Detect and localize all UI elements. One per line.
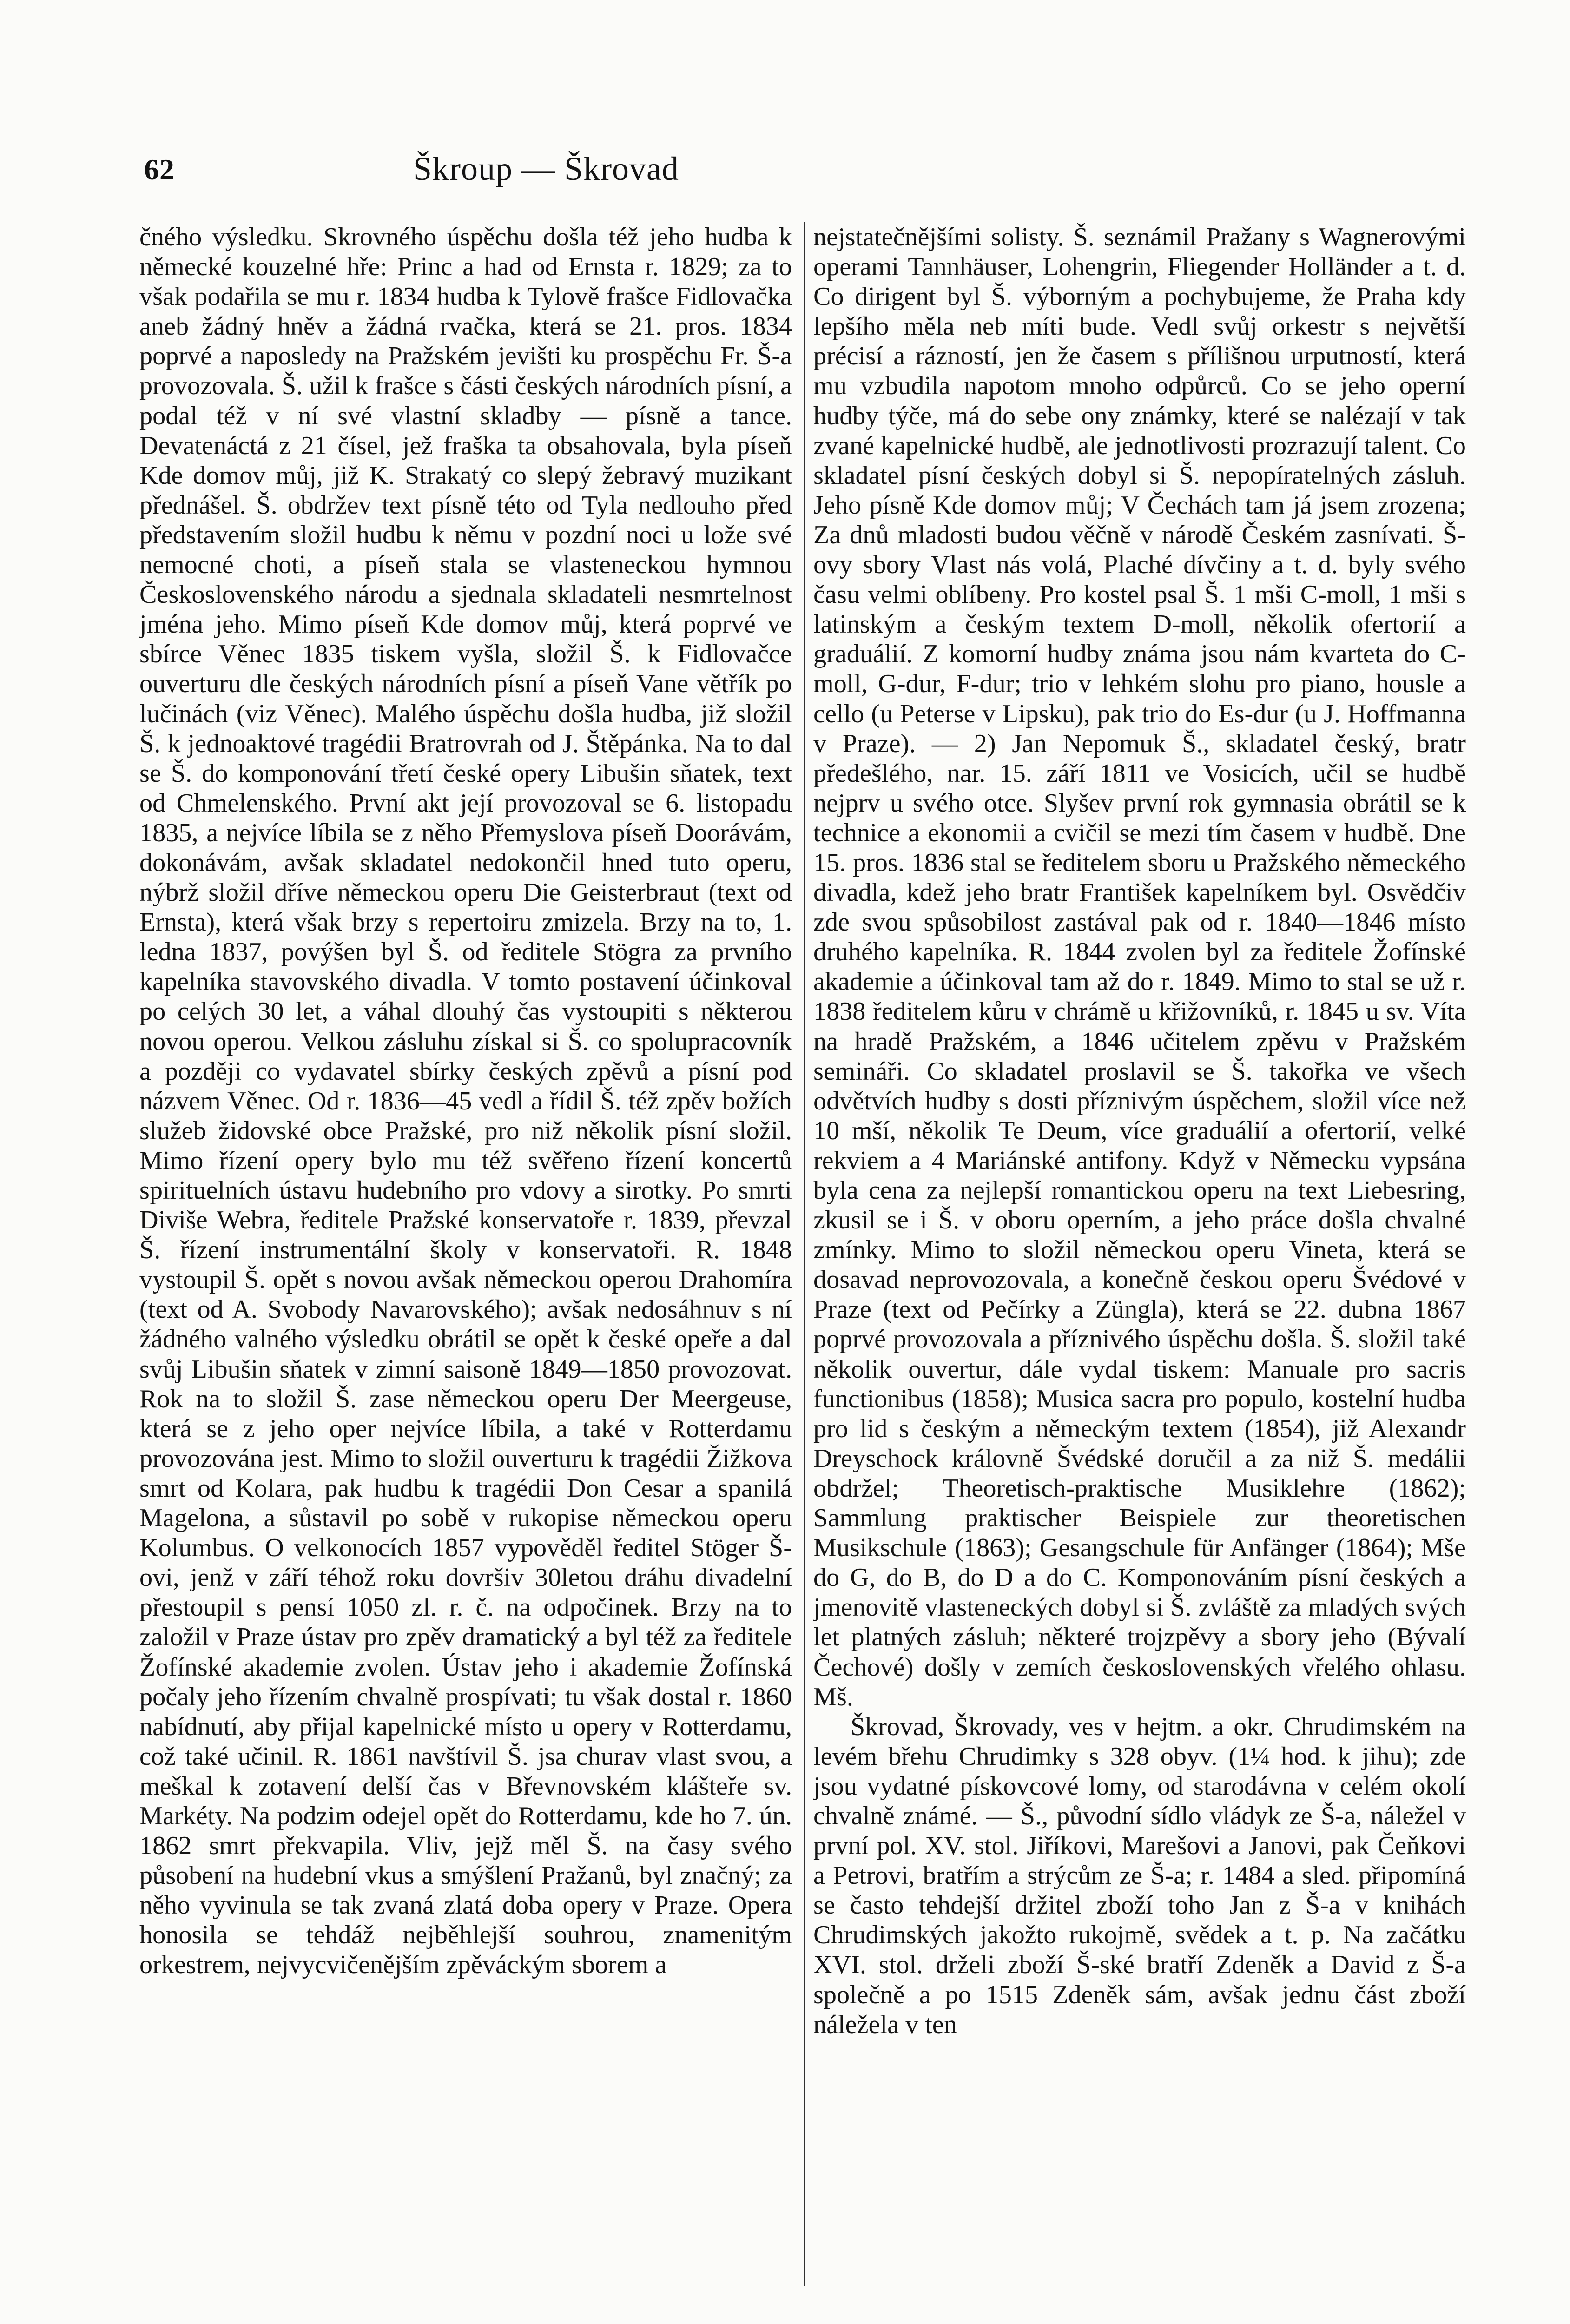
- page-header: [144, 139, 948, 191]
- running-head: Škroup — Škrovad: [413, 150, 679, 187]
- page-number: 62: [144, 153, 175, 186]
- right-column: [813, 222, 1466, 2286]
- entry-paragraph: nejstatečnějšími solisty. Š. seznámil Pražany s Wagnerovými operami Tannhäuser, Lohengrin, Fliegender Holländer a t. d. Co dirigent byl Š. výborným a pochybujeme, že Praha kdy lepšího měla neb míti bude. Vedl svůj orkestr s největší précisí a rázností, jen že časem s přílišnou urputností, která mu vzbudila napotom mnoho odpůrců. Co se jeho operní hudby týče, má do sebe ony známky, které se nalézají v tak zvané kapelnické hudbě, ale jednotlivosti prozrazují talent. Co skladatel písní českých dobyl si Š. nepopíratelných zásluh. Jeho písně Kde domov můj; V Čechách tam já jsem zrozena; Za dnů mladosti budou věčně v národě Českém zasnívati. Š-ovy sbory Vlast nás volá, Plaché dívčiny a t. d. byly svého času velmi oblíbeny. Pro kostel psal Š. 1 mši C-moll, 1 mši s latinským a českým textem D-moll, několik ofertorií a graduálií. Z komorní hudby známa jsou nám kvarteta do C-moll, G-dur, F-dur; trio v lehkém slohu pro piano, housle a cello (u Peterse v Lipsku), pak trio do Es-dur (u J. Hoffmanna v Praze). — 2) Jan Nepomuk Š., skladatel český, bratr předešlého, nar. 15. září 1811 ve Vosicích, učil se hudbě nejprv u svého otce. Slyšev první rok gymnasia obrátil se k technice a ekonomii a cvičil se mezi tím časem v hudbě. Dne 15. pros. 1836 stal se ředitelem sboru u Pražského německého divadla, kdež jeho bratr František kapelníkem byl. Osvědčiv zde svou spůsobilost zastával pak od r. 1840—1846 místo druhého kapelníka. R. 1844 zvolen byl za ředitele Žofínské akademie a účinkoval tam až do r. 1849. Mimo to stal se už r. 1838 ředitelem kůru v chrámě u křižovníků, r. 1845 u sv. Víta na hradě Pražském, a 1846 učitelem zpěvu v Pražském semináři. Co skladatel proslavil se Š. takořka ve všech odvětvích hudby s dosti příznivým úspěchem, složil více než 10 mší, několik Te Deum, více graduálií a ofertorií, velké rekviem a 4 Mariánské antifony. Když v Německu vypsána byla cena za nejlepší romantickou operu na text Liebesring, zkusil se i Š. v oboru operním, a jeho práce došla chvalné zmínky. Mimo to složil německou operu Vineta, která se dosavad neprovozovala, a konečně českou operu Švédové v Praze (text od Pečírky a Züngla), která se 22. dubna 1867 poprvé provozovala a příznivého úspěchu došla. Š. složil také několik ouvertur, dále vydal tiskem: Manuale pro sacris functionibus (1858); Musica sacra pro populo, kostelní hudba pro lid s českým a německým textem (1854), již Alexandr Dreyschock královně Švédské doručil a za niž Š. medálii obdržel; Theoretisch-praktische Musiklehre (1862); Sammlung praktischer Beispiele zur theoretischen Musikschule (1863); Gesangschule für Anfänger (1864); Mše do G, do B, do D a do C. Komponováním písní českých a jmenovitě vlasteneckých dobyl si Š. zvláště za mladých svých let platných zásluh; některé trojzpěvy a sbory jeho (Bývalí Čechové) došly v zemích československých vřelého ohlasu. Mš.: [813, 223, 1466, 1711]
- entry-paragraph-skrovad: Škrovad, Škrovady, ves v hejtm. a okr. Chrudimském na levém břehu Chrudimky s 328 obyv. (1¼ hod. k jihu); zde jsou vydatné pískovcové lomy, od starodávna v celém okolí chvalně známé. — Š., původní sídlo vládyk ze Š-a, náležel v první pol. XV. stol. Jiříkovi, Marešovi a Janovi, pak Čeňkovi a Petrovi, bratřím a strýcům ze Š-a; r. 1484 a sled. připomíná se často tehdejší držitel zboží toho Jan z Š-a v knihách Chrudimských jakožto rukojmě, svědek a t. p. Na začátku XVI. stol. drželi zboží Š-ské bratří Zdeněk a David z Š-a společně a po 1515 Zdeněk sám, avšak jednu část zboží náležela v ten: [813, 1712, 1466, 2039]
- entry-paragraph: čného výsledku. Skrovného úspěchu došla též jeho hudba k německé kouzelné hře: Princ a had od Ernsta r. 1829; za to však podařila se mu r. 1834 hudba k Tylově frašce Fidlovačka aneb žádný hněv a žádná rvačka, která se 21. pros. 1834 poprvé a naposledy na Pražském jevišti ku prospěchu Fr. Š-a provozovala. Š. užil k frašce s části českých národních písní, a podal též v ní své vlastní skladby — písně a tance. Devatenáctá z 21 čísel, jež fraška ta obsahovala, byla píseň Kde domov můj, již K. Strakatý co slepý žebravý muzikant přednášel. Š. obdržev text písně této od Tyla nedlouho před představením složil hudbu k němu v pozdní noci u lože své nemocné choti, a píseň stala se vlasteneckou hymnou Československého národu a sjednala skladateli nesmrtelnost jména jeho. Mimo píseň Kde domov můj, která poprvé ve sbírce Věnec 1835 tiskem vyšla, složil Š. k Fidlovačce ouverturu dle českých národních písní a píseň Vane větřík po lučinách (viz Věnec). Malého úspěchu došla hudba, již složil Š. k jednoaktové tragédii Bratrovrah od J. Štěpánka. Na to dal se Š. do komponování třetí české opery Libušin sňatek, text od Chmelenského. První akt její provozoval se 6. listopadu 1835, a nejvíce líbila se z něho Přemyslova píseň Doorávám, dokonávám, avšak skladatel nedokončil hned tuto operu, nýbrž složil dříve německou operu Die Geisterbraut (text od Ernsta), která však brzy s repertoiru zmizela. Brzy na to, 1. ledna 1837, povýšen byl Š. od ředitele Stögra za prvního kapelníka stavovského divadla. V tomto postavení účinkoval po celých 30 let, a váhal dlouhý čas vystoupiti s některou novou operou. Velkou zásluhu získal si Š. co spolupracovník a později co vydavatel sbírky českých zpěvů a písní pod názvem Věnec. Od r. 1836—45 vedl a řídil Š. též zpěv božích služeb židovské obce Pražské, pro niž několik písní složil. Mimo řízení opery bylo mu též svěřeno řízení koncertů spirituelních ústavu hudebního pro vdovy a sirotky. Po smrti Diviše Webra, ředitele Pražské konservatoře r. 1839, převzal Š. řízení instrumentální školy v konservatoři. R. 1848 vystoupil Š. opět s novou avšak německou operou Drahomíra (text od A. Svobody Navarovského); avšak nedosáhnuv s ní žádného valného výsledku obrátil se opět k české opeře a dal svůj Libušin sňatek v zimní saisoně 1849—1850 provozovat. Rok na to složil Š. zase německou operu Der Meergeuse, která se z jeho oper nejvíce líbila, a také v Rotterdamu provozována jest. Mimo to složil ouverturu k tragédii Žižkova smrt od Kolara, pak hudbu k tragédii Don Cesar a spanilá Magelona, a sůstavil po sobě v rukopise německou operu Kolumbus. O velkonocích 1857 vypověděl ředitel Stöger Š-ovi, jenž v září téhož roku dovršiv 30letou dráhu divadelní přestoupil s pensí 1050 zl. r. č. na odpočinek. Brzy na to založil v Praze ústav pro zpěv dramatický a byl též za ředitele Žofínské akademie zvolen. Ústav jeho i akademie Žofínská počaly jeho řízením chvalně prospívati; tu však dostal r. 1860 nabídnutí, aby přijal kapelnické místo u opery v Rotterdamu, což také učinil. R. 1861 navštívil Š. jsa churav vlast svou, a meškal k zotavení delší čas v Břevnovském klášteře sv. Markéty. Na podzim odejel opět do Rotterdamu, kde ho 7. ún. 1862 smrt překvapila. Vliv, jejž měl Š. na časy svého působení na hudební vkus a smýšlení Pražanů, byl značný; za něho vyvinula se tak zvaná zlatá doba opery v Praze. Opera honosila se tehdáž nejběhlejší souhrou, znamenitým orkestrem, nejvycvičenějším zpěváckým sborem a: [139, 223, 792, 1980]
- left-column: [139, 222, 792, 2286]
- column-divider: [804, 222, 805, 2286]
